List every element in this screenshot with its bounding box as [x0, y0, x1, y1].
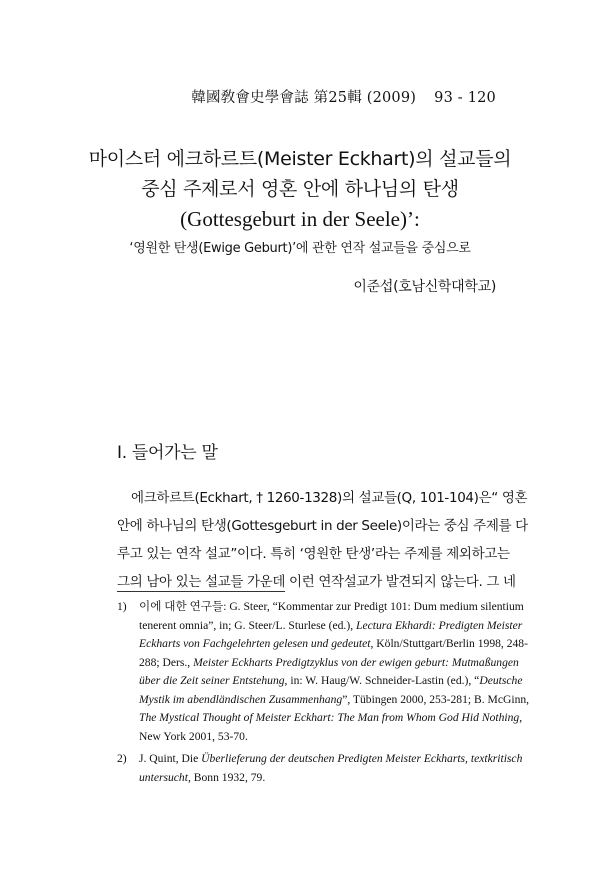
footnote-rule	[117, 591, 285, 592]
footnotes	[117, 598, 530, 787]
running-head	[191, 86, 496, 107]
footnote-line	[139, 750, 523, 769]
journal-citation: 韓國敎會史學會誌 第25輯 (2009)	[191, 90, 417, 106]
footnote-text: tenerent omnia”, in; G. Steer/L. Sturlese (ed.),	[139, 618, 356, 632]
footnote-number: 2)	[117, 752, 127, 765]
body-line: 그의 남아 있는 설교들 가운데 이런 연작설교가 발견되지 않는다. 그 네	[117, 574, 516, 590]
section-heading: I. 들어가는 말	[117, 443, 218, 463]
footnote-text: über die Zeit seiner Entstehung	[139, 674, 285, 687]
footnote-text: 288; Ders.,	[139, 655, 194, 669]
body-paragraph	[117, 484, 528, 596]
title-line-1: 마이스터 에크하르트(Meister Eckhart)의 설교들의	[88, 148, 512, 170]
article-subtitle: ‘영원한 탄생(Ewige Geburt)’에 관한 연작 설교들을 중심으로	[129, 241, 471, 256]
footnote-text: untersucht	[139, 770, 188, 784]
footnote-text: Überlieferung der deutschen Predigten Meister Eckharts, textkritisch	[201, 752, 523, 765]
footnote-text: ,	[519, 711, 523, 724]
footnote-text: Deutsche	[479, 674, 523, 687]
footnote-text: , Köln/Stuttgart/Berlin 1998, 248-	[370, 637, 528, 650]
footnote-text: ”, Tübingen 2000, 253-281; B. McGinn,	[342, 692, 530, 706]
footnote-number: 1)	[117, 600, 127, 613]
footnote-line	[139, 654, 519, 673]
footnote-line	[139, 598, 524, 617]
footnote-line	[139, 617, 523, 636]
footnote-text: Meister Eckharts Predigtzyklus von der ewigen geburt: Mutmaßungen	[193, 655, 519, 669]
page-range: 93 - 120	[434, 90, 496, 106]
body-line: 에크하르트(Eckhart, † 1260-1328)의 설교들(Q, 101-104)은“ 영혼	[131, 490, 528, 506]
footnote-line	[139, 728, 497, 747]
footnote-line	[139, 672, 523, 691]
footnote-text: J. Quint, Die	[139, 752, 202, 765]
article-title	[60, 144, 540, 260]
body-line: 루고 있는 연작 설교”이다. 특히 ‘영원한 탄생’라는 주제를 제외하고는	[117, 546, 510, 562]
body-line: 안에 하나님의 탄생(Gottesgeburt in der Seele)이라는 중심 주제를 다	[117, 518, 528, 534]
footnote-text: , in: W. Haug/W. Schneider-Lastin (ed.), “	[284, 674, 480, 687]
footnote-line	[139, 635, 528, 654]
footnote-text: New York 2001, 53-70.	[139, 729, 248, 743]
footnote-text: Mystik im abendländischen Zusammenhang	[139, 692, 343, 706]
footnote-text: Eckharts von Fachgelehrten gelesen und gedeutet	[139, 637, 371, 650]
footnote-text: 이에 대한 연구들: G. Steer, “Kommentar zur Predigt 101: Dum medium silentium	[139, 600, 524, 613]
footnote-line	[139, 709, 523, 728]
footnote-text: , Bonn 1932, 79.	[187, 770, 266, 784]
footnote	[117, 598, 530, 746]
footnote-line	[139, 769, 497, 788]
author-affiliation: 이준섭(호남신학대학교)	[353, 279, 496, 295]
footnote-text: Lectura Ekhardi: Predigten Meister	[356, 618, 523, 632]
footnote-line	[139, 691, 530, 710]
footnote	[117, 750, 523, 787]
footnote-text: The Mystical Thought of Meister Eckhart: The Man from Whom God Hid Nothing	[139, 711, 520, 724]
title-line-2: 중심 주제로서 영혼 안에 하나님의 탄생	[141, 178, 459, 200]
title-line-3: (Gottesgeburt in der Seele)’:	[180, 207, 420, 231]
